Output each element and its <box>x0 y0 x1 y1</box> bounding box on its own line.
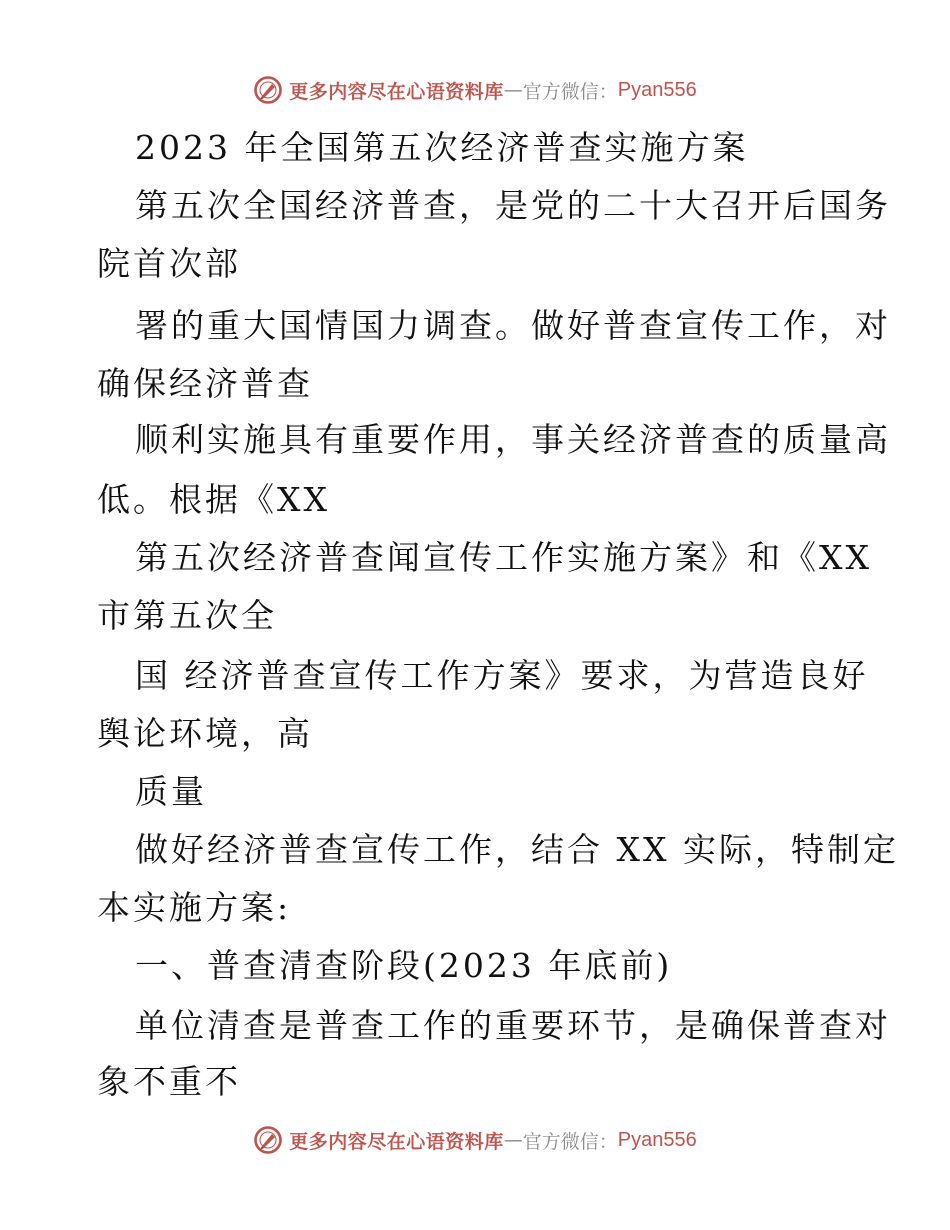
paragraph-line: 低。根据《XX <box>97 480 330 519</box>
footer-banner <box>0 1120 950 1160</box>
paragraph-line: 质量 <box>135 772 207 811</box>
pen-nib-logo-icon <box>253 1125 283 1155</box>
paragraph-line: 第五次全国经济普查，是党的二十大召开后国务 <box>135 186 891 225</box>
banner-dash: — <box>503 79 523 101</box>
paragraph-line: 市第五次全 <box>97 596 277 635</box>
paragraph-line: 舆论环境，高 <box>97 714 313 753</box>
banner-title: 更多内容尽在心语资料库 <box>289 1130 504 1153</box>
banner-wechat-label: 官方微信： <box>522 1130 618 1153</box>
banner-wechat-label: 官方微信： <box>522 80 618 103</box>
section-heading: 一、普查清查阶段(2023 年底前) <box>135 946 673 985</box>
banner-wechat-id: Pyan556 <box>617 1128 697 1151</box>
banner-wechat-id: Pyan556 <box>617 78 697 101</box>
paragraph-line: 单位清查是普查工作的重要环节，是确保普查对 <box>135 1006 891 1045</box>
paragraph-line: 国 经济普查宣传工作方案》要求，为营造良好 <box>135 656 869 695</box>
paragraph-line: 本实施方案: <box>97 888 292 927</box>
paragraph-line: 顺利实施具有重要作用，事关经济普查的质量高 <box>135 420 891 459</box>
banner-title: 更多内容尽在心语资料库 <box>289 80 504 103</box>
paragraph-line: 署的重大国情国力调查。做好普查宣传工作，对 <box>135 306 891 345</box>
pen-nib-logo-icon <box>253 75 283 105</box>
paragraph-line: 确保经济普查 <box>97 364 313 403</box>
paragraph-line: 做好经济普查宣传工作，结合 XX 实际，特制定 <box>135 830 899 869</box>
header-banner <box>0 70 950 110</box>
document-title: 2023 年全国第五次经济普查实施方案 <box>135 128 749 167</box>
banner-dash: — <box>503 1129 523 1151</box>
paragraph-line: 院首次部 <box>97 244 241 283</box>
paragraph-line: 象不重不 <box>97 1062 241 1101</box>
paragraph-line: 第五次经济普查闻宣传工作实施方案》和《XX <box>135 538 872 577</box>
